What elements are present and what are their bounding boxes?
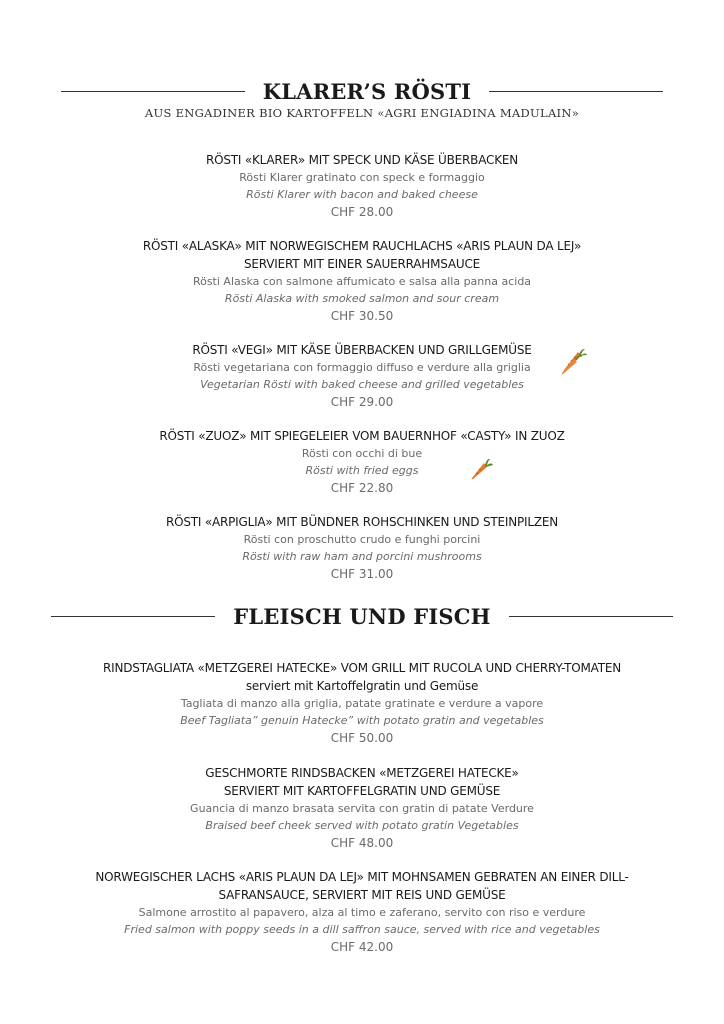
item-english: Rösti Alaska with smoked salmon and sour cream (224, 292, 500, 305)
header-rule-right (489, 91, 663, 92)
carrot-icon (558, 346, 588, 376)
item-price: CHF 30.50 (330, 309, 394, 323)
item-title: RÖSTI «VEGI» MIT KÄSE ÜBERBACKEN UND GRILLGEMÜSE (192, 343, 532, 357)
menu-item-roesti-vegi (0, 341, 724, 411)
item-title: NORWEGISCHER LACHS «ARIS PLAUN DA LEJ» MIT MOHNSAMEN GEBRATEN AN EINER DILL- (95, 870, 629, 884)
item-italian: Rösti con occhi di bue (301, 447, 423, 460)
carrot-icon (464, 455, 494, 485)
item-english: Beef Tagliata” genuin Hatecke” with potato gratin and vegetables (180, 714, 544, 727)
item-title: GESCHMORTE RINDSBACKEN «METZGEREI HATECKE» (205, 766, 519, 780)
item-title: RÖSTI «KLARER» MIT SPECK UND KÄSE ÜBERBACKEN (205, 153, 519, 167)
item-title: RÖSTI «ZUOZ» MIT SPIEGELEIER VOM BAUERNHOF «CASTY» IN ZUOZ (159, 429, 565, 443)
menu-item-rindsbacken (0, 764, 724, 852)
item-title-line2: SAFRANSAUCE, SERVIERT MIT REIS UND GEMÜSE (218, 888, 506, 902)
menu-item-roesti-klarer (0, 151, 724, 221)
item-price: CHF 22.80 (330, 481, 394, 495)
item-title: RÖSTI «ARPIGLIA» MIT BÜNDNER ROHSCHINKEN UND STEINPILZEN (165, 515, 559, 529)
section-title-roesti: KLARER’S RÖSTI (262, 78, 472, 104)
item-english: Vegetarian Rösti with baked cheese and grilled vegetables (200, 378, 524, 391)
item-title: RINDSTAGLIATA «METZGEREI HATECKE» VOM GRILL MIT RUCOLA UND CHERRY-TOMATEN (103, 661, 621, 675)
section-subtitle-roesti: AUS ENGADINER BIO KARTOFFELN «AGRI ENGIADINA MADULAIN» (144, 106, 580, 120)
item-price: CHF 31.00 (330, 567, 394, 581)
item-english: Rösti with fried eggs (305, 464, 419, 477)
item-title: RÖSTI «ALASKA» MIT NORWEGISCHEM RAUCHLACHS «ARIS PLAUN DA LEJ» (142, 239, 582, 253)
item-italian: Tagliata di manzo alla griglia, patate gratinate e verdure a vapore (180, 697, 544, 710)
item-title-line2: SERVIERT MIT EINER SAUERRAHMSAUCE (243, 257, 481, 271)
section-title-fleisch: FLEISCH UND FISCH (233, 603, 491, 629)
header-rule-left (51, 616, 215, 617)
item-italian: Rösti Klarer gratinato con speck e formaggio (239, 171, 485, 184)
menu-item-roesti-arpiglia (0, 513, 724, 583)
menu-item-rindstagliata (0, 659, 724, 747)
menu-item-roesti-alaska (0, 237, 724, 325)
roesti-section-header (0, 76, 724, 106)
header-rule-right (509, 616, 673, 617)
item-italian: Rösti vegetariana con formaggio diffuso e verdure alla griglia (193, 361, 531, 374)
item-price: CHF 42.00 (330, 940, 394, 954)
item-price: CHF 50.00 (330, 731, 394, 745)
fleisch-section-header (0, 601, 724, 631)
item-english: Rösti with raw ham and porcini mushrooms (242, 550, 482, 563)
item-english: Braised beef cheek served with potato gratin Vegetables (205, 819, 519, 832)
header-rule-left (61, 91, 245, 92)
menu-item-lachs (0, 868, 724, 956)
item-english: Fried salmon with poppy seeds in a dill saffron sauce, served with rice and vegetables (124, 923, 600, 936)
item-english: Rösti Klarer with bacon and baked cheese (246, 188, 478, 201)
item-italian: Rösti con proschutto crudo e funghi porcini (243, 533, 481, 546)
item-price: CHF 28.00 (330, 205, 394, 219)
item-price: CHF 48.00 (330, 836, 394, 850)
item-price: CHF 29.00 (330, 395, 394, 409)
item-italian: Salmone arrostito al papavero, alza al timo e zaferano, servito con riso e verdure (138, 906, 586, 919)
item-italian: Guancia di manzo brasata servita con gratin di patate Verdure (190, 802, 534, 815)
item-title-line2: serviert mit Kartoffelgratin und Gemüse (245, 679, 479, 693)
item-italian: Rösti Alaska con salmone affumicato e salsa alla panna acida (192, 275, 532, 288)
menu-item-roesti-zuoz (0, 427, 724, 497)
item-title-line2: SERVIERT MIT KARTOFFELGRATIN UND GEMÜSE (223, 784, 501, 798)
